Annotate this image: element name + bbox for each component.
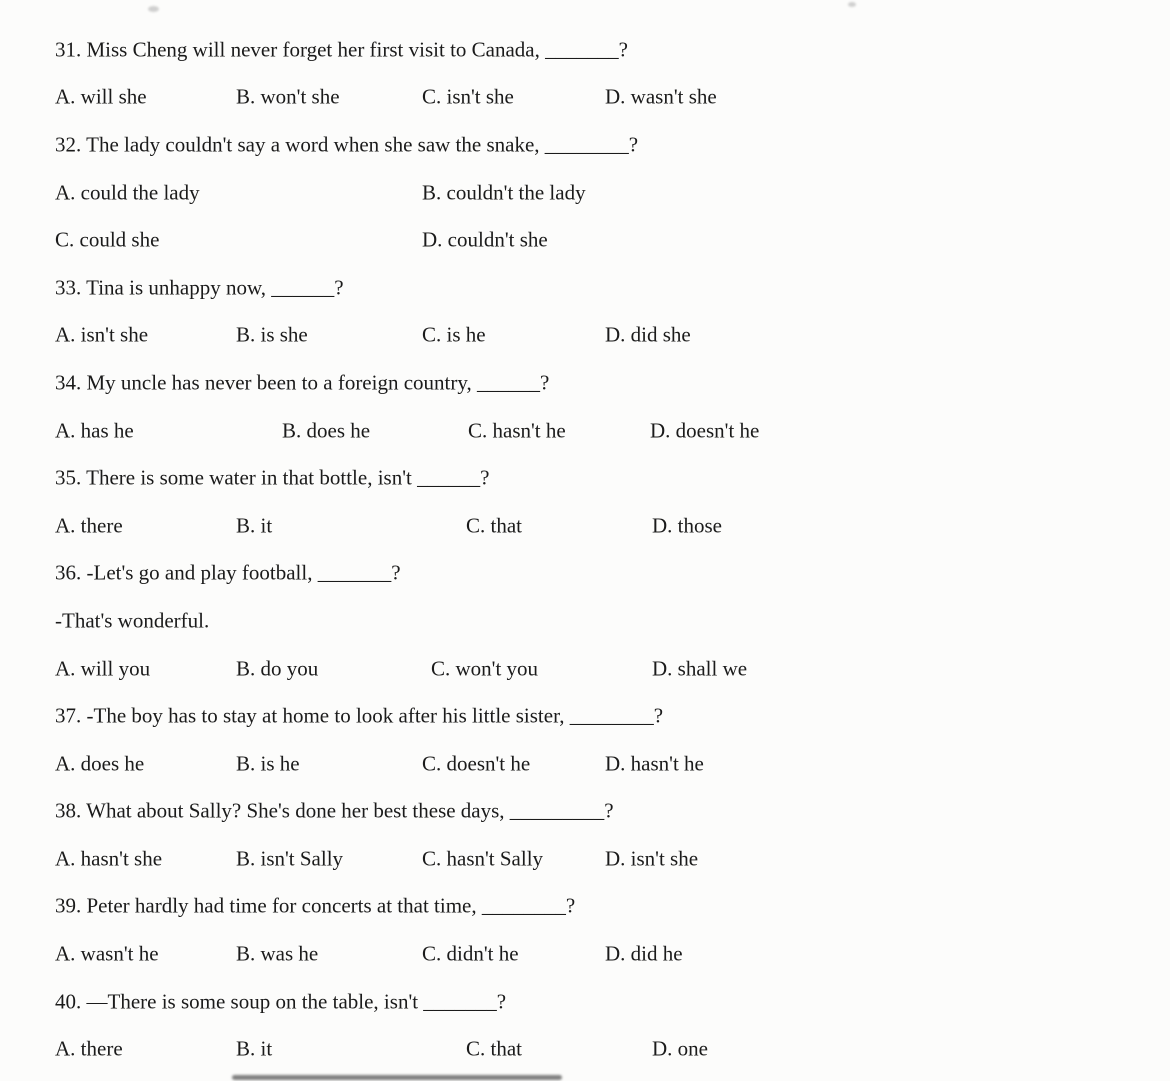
question-31-text: 31. Miss Cheng will never forget her first visit to Canada, _______? <box>55 37 628 62</box>
question-34-text: 34. My uncle has never been to a foreign country, ______? <box>55 370 550 395</box>
question-34 <box>0 359 1170 407</box>
question-33-options <box>0 312 1170 360</box>
question-39-option-d: D. did he <box>605 941 683 966</box>
question-37-options <box>0 740 1170 788</box>
question-32-option-b: B. couldn't the lady <box>422 180 586 205</box>
question-32 <box>0 121 1170 169</box>
question-39-options <box>0 930 1170 978</box>
question-36-followup-text: -That's wonderful. <box>55 608 210 633</box>
question-32-options-row-1 <box>0 169 1170 217</box>
question-37-option-b: B. is he <box>236 751 300 776</box>
question-35-option-d: D. those <box>652 513 722 538</box>
question-32-option-c: C. could she <box>55 227 160 252</box>
question-31-option-c: C. isn't she <box>422 84 514 109</box>
question-37 <box>0 692 1170 740</box>
question-35-option-a: A. there <box>55 513 123 538</box>
question-35-option-b: B. it <box>236 513 273 538</box>
question-34-options <box>0 407 1170 455</box>
question-33 <box>0 264 1170 312</box>
scan-speck <box>848 2 856 7</box>
question-31-options <box>0 74 1170 122</box>
question-40-option-d: D. one <box>652 1036 708 1061</box>
question-40 <box>0 978 1170 1026</box>
question-32-option-a: A. could the lady <box>55 180 200 205</box>
question-39-text: 39. Peter hardly had time for concerts at that time, ________? <box>55 893 576 918</box>
question-35-options <box>0 502 1170 550</box>
question-38 <box>0 788 1170 836</box>
question-37-text: 37. -The boy has to stay at home to look after his little sister, ________? <box>55 703 664 728</box>
question-31-option-b: B. won't she <box>236 84 340 109</box>
question-39 <box>0 883 1170 931</box>
question-40-options <box>0 1025 1170 1073</box>
question-37-option-a: A. does he <box>55 751 145 776</box>
question-40-option-c: C. that <box>466 1036 522 1061</box>
question-38-option-c: C. hasn't Sally <box>422 846 544 871</box>
question-36-text: 36. -Let's go and play football, _______? <box>55 560 401 585</box>
question-38-option-d: D. isn't she <box>605 846 699 871</box>
question-32-option-d: D. couldn't she <box>422 227 548 252</box>
question-33-text: 33. Tina is unhappy now, ______? <box>55 275 344 300</box>
question-39-option-a: A. wasn't he <box>55 941 159 966</box>
question-34-option-c: C. hasn't he <box>468 418 566 443</box>
question-39-option-c: C. didn't he <box>422 941 519 966</box>
question-38-option-a: A. hasn't she <box>55 846 163 871</box>
question-34-option-b: B. does he <box>282 418 371 443</box>
question-34-option-d: D. doesn't he <box>650 418 760 443</box>
question-36-option-d: D. shall we <box>652 656 748 681</box>
question-40-option-a: A. there <box>55 1036 123 1061</box>
question-36-option-a: A. will you <box>55 656 151 681</box>
question-32-options-row-2 <box>0 216 1170 264</box>
question-36 <box>0 550 1170 598</box>
question-31 <box>0 26 1170 74</box>
scan-speck <box>148 6 159 12</box>
question-32-text: 32. The lady couldn't say a word when she saw the snake, ________? <box>55 132 639 157</box>
scan-smudge <box>232 1075 562 1080</box>
question-34-option-a: A. has he <box>55 418 134 443</box>
question-38-option-b: B. isn't Sally <box>236 846 344 871</box>
question-37-option-c: C. doesn't he <box>422 751 531 776</box>
question-35-text: 35. There is some water in that bottle, isn't ______? <box>55 465 490 490</box>
question-33-option-b: B. is she <box>236 322 308 347</box>
question-35-option-c: C. that <box>466 513 522 538</box>
question-33-option-d: D. did she <box>605 322 691 347</box>
question-38-text: 38. What about Sally? She's done her best these days, _________? <box>55 798 614 823</box>
question-36-option-c: C. won't you <box>431 656 539 681</box>
question-35 <box>0 454 1170 502</box>
question-37-option-d: D. hasn't he <box>605 751 704 776</box>
question-38-options <box>0 835 1170 883</box>
question-40-option-b: B. it <box>236 1036 273 1061</box>
question-39-option-b: B. was he <box>236 941 319 966</box>
question-40-text: 40. —There is some soup on the table, isn't _______? <box>55 989 507 1014</box>
question-31-option-a: A. will she <box>55 84 147 109</box>
question-36-followup <box>0 597 1170 645</box>
question-33-option-a: A. isn't she <box>55 322 149 347</box>
question-36-options <box>0 645 1170 693</box>
question-31-option-d: D. wasn't she <box>605 84 717 109</box>
question-36-option-b: B. do you <box>236 656 319 681</box>
question-33-option-c: C. is he <box>422 322 486 347</box>
